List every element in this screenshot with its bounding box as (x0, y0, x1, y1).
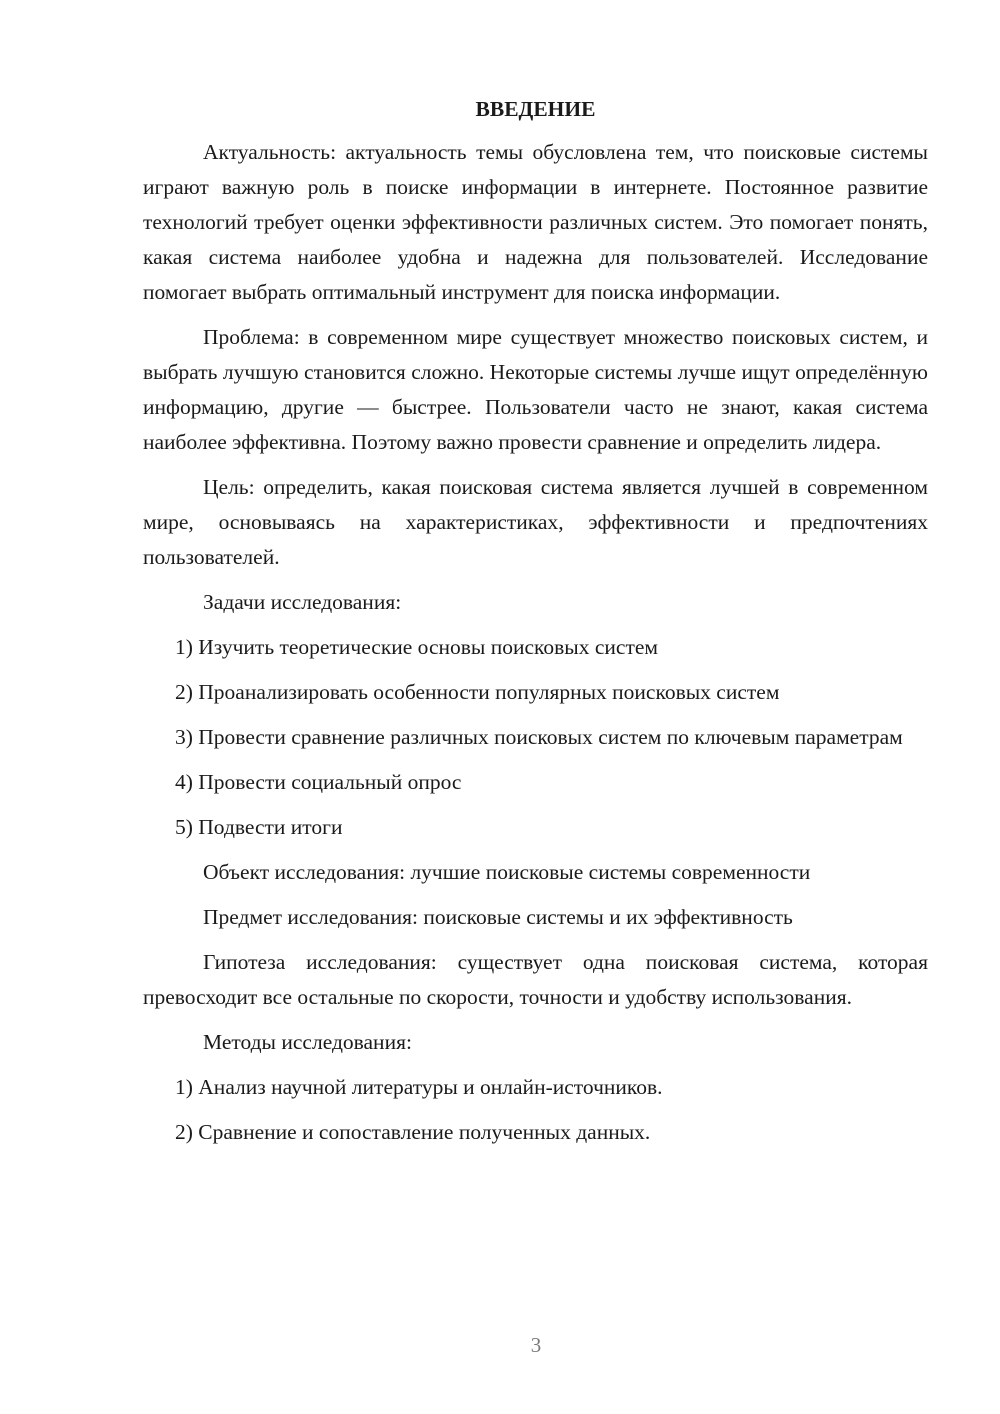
list-item: 5) Подвести итоги (175, 815, 343, 839)
list-item: 3) Провести сравнение различных поисковых систем по ключевым параметрам (175, 725, 903, 749)
paragraph-hypothesis: Гипотеза исследования: существует одна поисковая система, которая превосходит все остальные по скорости, точности и удобству использования. (143, 950, 928, 1009)
list-item: 2) Сравнение и сопоставление полученных данных. (175, 1120, 651, 1144)
list-item: 4) Провести социальный опрос (175, 770, 462, 794)
page-title: ВВЕДЕНИЕ (475, 97, 596, 121)
tasks-list (143, 630, 928, 845)
list-item: 2) Проанализировать особенности популярных поисковых систем (175, 680, 780, 704)
paragraph-problem: Проблема: в современном мире существует множество поисковых систем, и выбрать лучшую становится сложно. Некоторые системы лучше ищут определённую информацию, другие — быстрее. Пользователи часто не знают, какая система наиболее эффективна. Поэтому важно провести сравнение и определить лидера. (143, 325, 928, 454)
methods-heading: Методы исследования: (203, 1030, 412, 1054)
page-number: 3 (530, 1333, 542, 1357)
tasks-heading: Задачи исследования: (203, 590, 402, 614)
paragraph-object: Объект исследования: лучшие поисковые системы современности (203, 860, 811, 884)
list-item: 1) Изучить теоретические основы поисковых систем (175, 635, 659, 659)
paragraph-subject: Предмет исследования: поисковые системы и их эффективность (203, 905, 793, 929)
paragraph-relevance: Актуальность: актуальность темы обусловлена тем, что поисковые системы играют важную роль в поиске информации в интернете. Постоянное развитие технологий требует оценки эффективности различных систем. Это помогает понять, какая система наиболее удобна и надежна для пользователей. Исследование помогает выбрать оптимальный инструмент для поиска информации. (143, 140, 928, 304)
methods-list (143, 1070, 928, 1150)
paragraph-goal: Цель: определить, какая поисковая система является лучшей в современном мире, основываясь на характеристиках, эффективности и предпочтениях пользователей. (143, 475, 928, 569)
document-body (143, 92, 928, 1160)
list-item: 1) Анализ научной литературы и онлайн-источников. (175, 1075, 663, 1099)
